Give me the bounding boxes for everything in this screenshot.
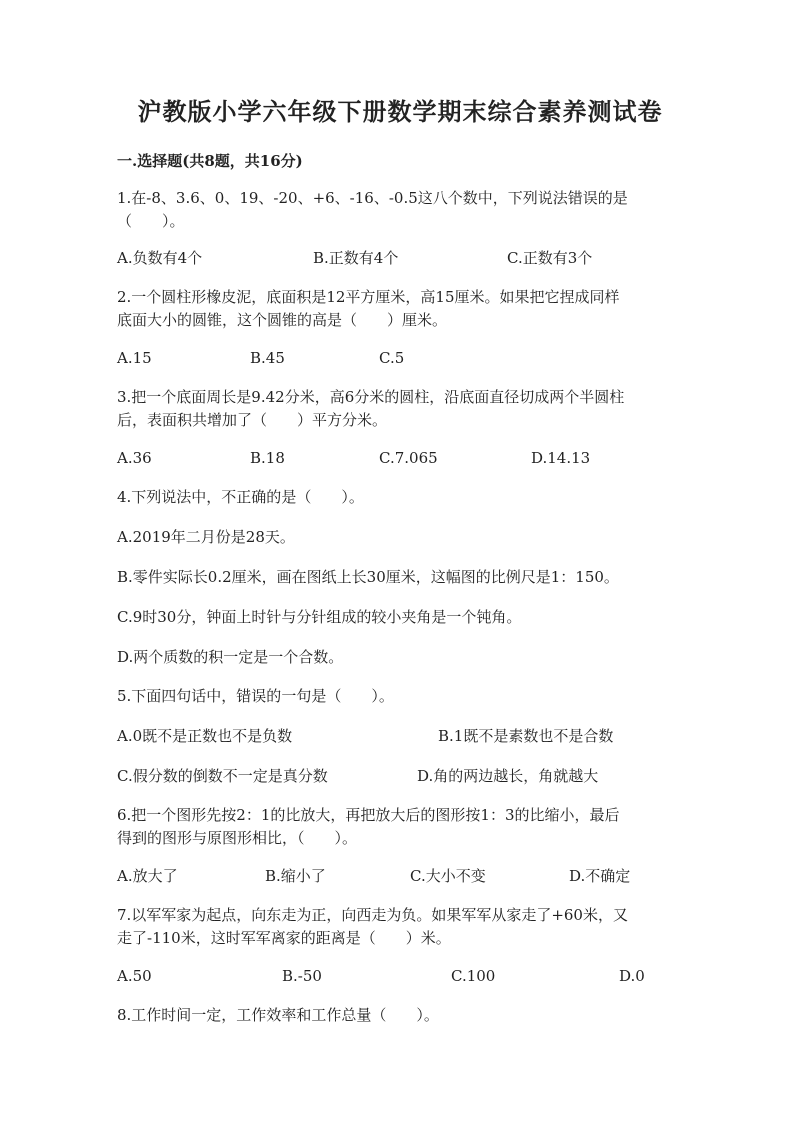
question-4-line-1: 4.下列说法中，不正确的是（ ）。 (117, 488, 364, 506)
question-6-option-a: A.放大了 (117, 867, 178, 885)
question-1-line-1: 1.在-8、3.6、0、19、-20、+6、-16、-0.5这八个数中，下列说法错误的是 (117, 189, 628, 207)
question-5-line-1: 5.下面四句话中，错误的一句是（ ）。 (117, 687, 394, 705)
question-6-option-c: C.大小不变 (410, 867, 486, 885)
question-2-line-1: 2.一个圆柱形橡皮泥，底面积是12平方厘米，高15厘米。如果把它捏成同样 (117, 288, 620, 306)
question-7-option-a: A.50 (117, 967, 152, 985)
question-5-options-row-1 (117, 724, 717, 748)
question-3-option-a: A.36 (117, 449, 152, 467)
question-3-option-d: D.14.13 (531, 449, 591, 467)
question-5-option-b: B.1既不是素数也不是合数 (438, 727, 614, 745)
question-3-option-b: B.18 (250, 449, 285, 467)
question-3-option-c: C.7.065 (379, 449, 438, 467)
question-6-line-2: 得到的图形与原图形相比，（ ）。 (117, 829, 358, 847)
question-5-options-row-2 (117, 764, 717, 788)
question-7-option-c: C.100 (451, 967, 496, 985)
question-4-option-a: A.2019年二月份是28天。 (117, 528, 295, 546)
question-3-options (117, 446, 717, 470)
page-title: 沪教版小学六年级下册数学期末综合素养测试卷 (137, 97, 663, 126)
question-1-line-2: （ ）。 (117, 212, 185, 230)
question-6-option-b: B.缩小了 (265, 867, 326, 885)
question-3-line-1: 3.把一个底面周长是9.42分米，高6分米的圆柱，沿底面直径切成两个半圆柱 (117, 388, 625, 406)
question-6-option-d: D.不确定 (569, 867, 631, 885)
question-1-option-b: B.正数有4个 (313, 249, 399, 267)
question-6-line-1: 6.把一个图形先按2：1的比放大，再把放大后的图形按1：3的比缩小，最后 (117, 806, 620, 824)
question-4-option-d: D.两个质数的积一定是一个合数。 (117, 648, 344, 666)
question-7-option-b: B.-50 (282, 967, 322, 985)
question-4-option-b: B.零件实际长0.2厘米，画在图纸上长30厘米，这幅图的比例尺是1：150。 (117, 568, 619, 586)
question-1-option-a: A.负数有4个 (117, 249, 203, 267)
question-2-option-a: A.15 (117, 349, 152, 367)
question-7-line-2: 走了-110米，这时军军离家的距离是（ ）米。 (117, 929, 451, 947)
section-heading: 一.选择题(共8题，共16分) (117, 152, 303, 170)
question-5-option-c: C.假分数的倒数不一定是真分数 (117, 767, 328, 785)
question-7-option-d: D.0 (619, 967, 645, 985)
question-5-option-a: A.0既不是正数也不是负数 (117, 727, 293, 745)
question-2-line-2: 底面大小的圆锥，这个圆锥的高是（ ）厘米。 (117, 311, 448, 329)
question-2-options (117, 346, 717, 370)
question-5-option-d: D.角的两边越长，角就越大 (417, 767, 599, 785)
question-7-options (117, 964, 717, 988)
question-8-line-1: 8.工作时间一定，工作效率和工作总量（ ）。 (117, 1006, 439, 1024)
question-2-option-c: C.5 (379, 349, 405, 367)
question-1-option-c: C.正数有3个 (507, 249, 593, 267)
question-7-line-1: 7.以军军家为起点，向东走为正，向西走为负。如果军军从家走了+60米，又 (117, 906, 628, 924)
question-1-options (117, 246, 717, 270)
question-2-option-b: B.45 (250, 349, 285, 367)
question-3-line-2: 后，表面积共增加了（ ）平方分米。 (117, 411, 388, 429)
question-4-option-c: C.9时30分，钟面上时针与分针组成的较小夹角是一个钝角。 (117, 608, 522, 626)
question-6-options (117, 864, 717, 888)
